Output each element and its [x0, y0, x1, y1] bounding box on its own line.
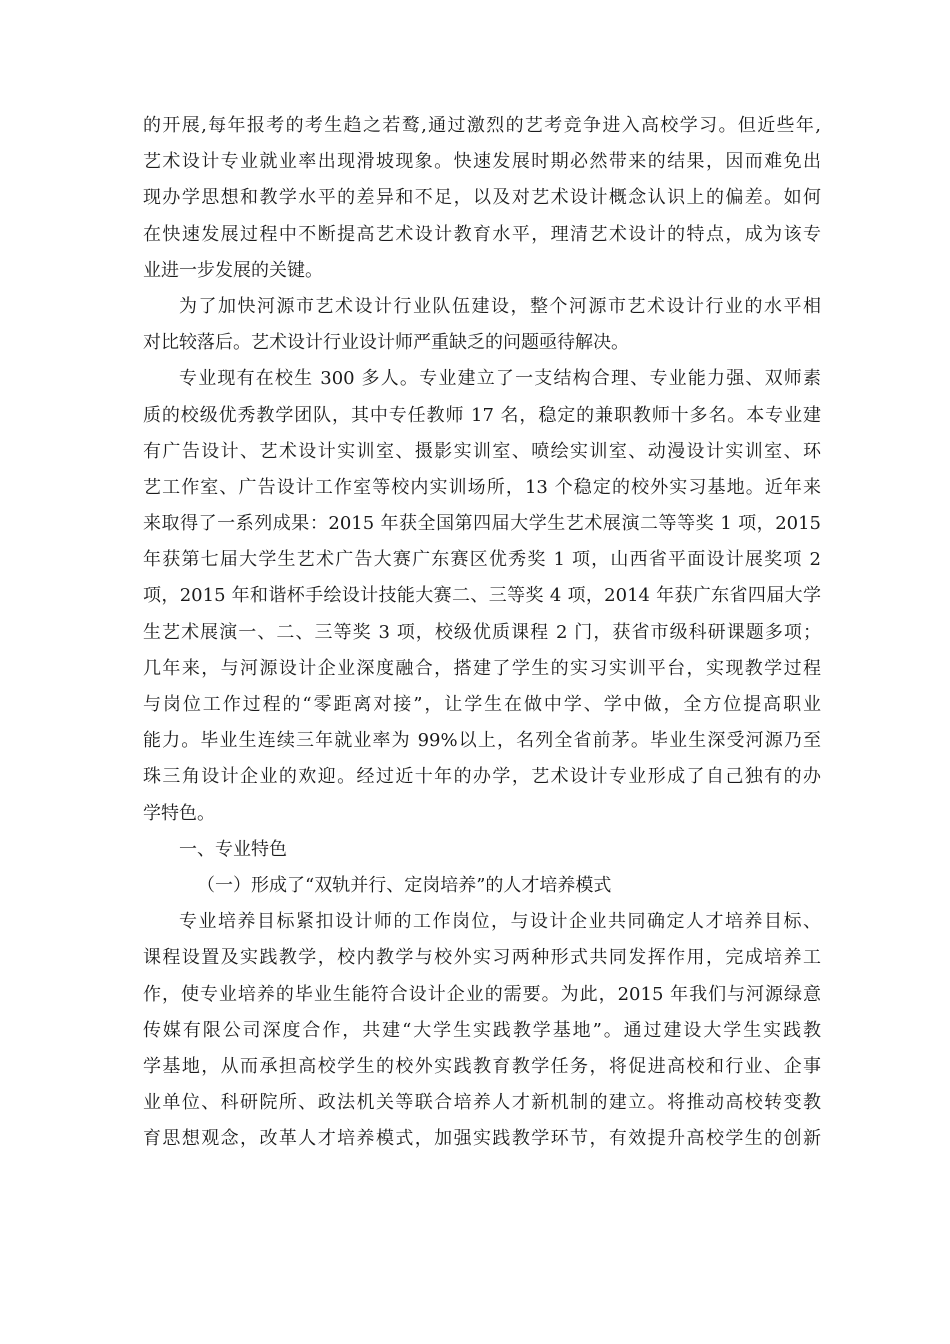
paragraph-line: 珠三角设计企业的欢迎。经过近十年的办学，艺术设计专业形成了自己独有的办 — [143, 766, 821, 788]
paragraph-line: 与岗位工作过程的“零距离对接”，让学生在做中学、学中做，全方位提高职业 — [143, 694, 821, 715]
paragraph-line: 对比较落后。艺术设计行业设计师严重缺乏的问题亟待解决。 — [143, 332, 629, 354]
paragraph-line: 业单位、科研院所、政法机关等联合培养人才新机制的建立。将推动高校转变教 — [143, 1092, 821, 1114]
paragraph-3 — [143, 361, 821, 831]
paragraph-line: 年获第七届大学生艺术广告大赛广东赛区优秀奖 1 项，山西省平面设计展奖项 2 — [143, 549, 821, 571]
paragraph-line: 为了加快河源市艺术设计行业队伍建设，整个河源市艺术设计行业的水平相 — [179, 295, 821, 317]
paragraph-line: 业进一步发展的关键。 — [143, 259, 323, 281]
paragraph-4 — [143, 904, 821, 1157]
paragraph-line: 艺术设计专业就业率出现滑坡现象。快速发展时期必然带来的结果，因而难免出 — [143, 151, 821, 173]
paragraph-line: 课程设置及实践教学，校内教学与校外实习两种形式共同发挥作用，完成培养工 — [143, 947, 821, 969]
section-heading — [143, 832, 821, 868]
paragraph-line: 学基地，从而承担高校学生的校外实践教育教学任务，将促进高校和行业、企事 — [143, 1055, 821, 1077]
paragraph-line: 作，使专业培养的毕业生能符合设计企业的需要。为此，2015 年我们与河源绿意 — [143, 983, 821, 1005]
paragraph-line: 来取得了一系列成果：2015 年获全国第四届大学生艺术展演二等等奖 1 项，2015 — [143, 513, 821, 535]
document-page — [143, 108, 821, 1157]
paragraph-line: 几年来，与河源设计企业深度融合，搭建了学生的实习实训平台，实现教学过程 — [143, 657, 821, 679]
paragraph-line: 现办学思想和教学水平的差异和不足，以及对艺术设计概念认识上的偏差。如何 — [143, 187, 821, 209]
paragraph-line: 育思想观念，改革人才培养模式，加强实践教学环节，有效提升高校学生的创新 — [143, 1128, 821, 1150]
paragraph-line: 专业培养目标紧扣设计师的工作岗位，与设计企业共同确定人才培养目标、 — [179, 911, 821, 933]
paragraph-line: 传媒有限公司深度合作，共建“大学生实践教学基地”。通过建设大学生实践教 — [143, 1019, 821, 1041]
subsection-heading — [143, 868, 821, 904]
paragraph-line: 的开展,每年报考的考生趋之若鹜,通过激烈的艺考竞争进入高校学习。但近些年, — [143, 115, 821, 136]
paragraph-line: 艺工作室、广告设计工作室等校内实训场所，13 个稳定的校外实习基地。近年来 — [143, 476, 821, 498]
paragraph-line: 质的校级优秀教学团队，其中专任教师 17 名，稳定的兼职教师十多名。本专业建 — [143, 404, 821, 426]
paragraph-line: 项，2015 年和谐杯手绘设计技能大赛二、三等奖 4 项，2014 年获广东省四届大学 — [143, 585, 821, 607]
paragraph-line: 生艺术展演一、二、三等奖 3 项，校级优质课程 2 门，获省市级科研课题多项； — [143, 621, 821, 643]
paragraph-line: 有广告设计、艺术设计实训室、摄影实训室、喷绘实训室、动漫设计实训室、环 — [143, 440, 821, 462]
paragraph-1 — [143, 108, 821, 289]
paragraph-line: 能力。毕业生连续三年就业率为 99%以上，名列全省前茅。毕业生深受河源乃至 — [143, 730, 821, 752]
paragraph-line: 学特色。 — [143, 802, 215, 824]
paragraph-line: 专业现有在校生 300 多人。专业建立了一支结构合理、专业能力强、双师素 — [179, 368, 821, 390]
section-heading-text: 一、专业特色 — [179, 838, 287, 860]
paragraph-line: 在快速发展过程中不断提高艺术设计教育水平，理清艺术设计的特点，成为该专 — [143, 223, 821, 245]
subsection-heading-text: （一）形成了“双轨并行、定岗培养”的人才培养模式 — [197, 874, 612, 896]
paragraph-2 — [143, 289, 821, 361]
